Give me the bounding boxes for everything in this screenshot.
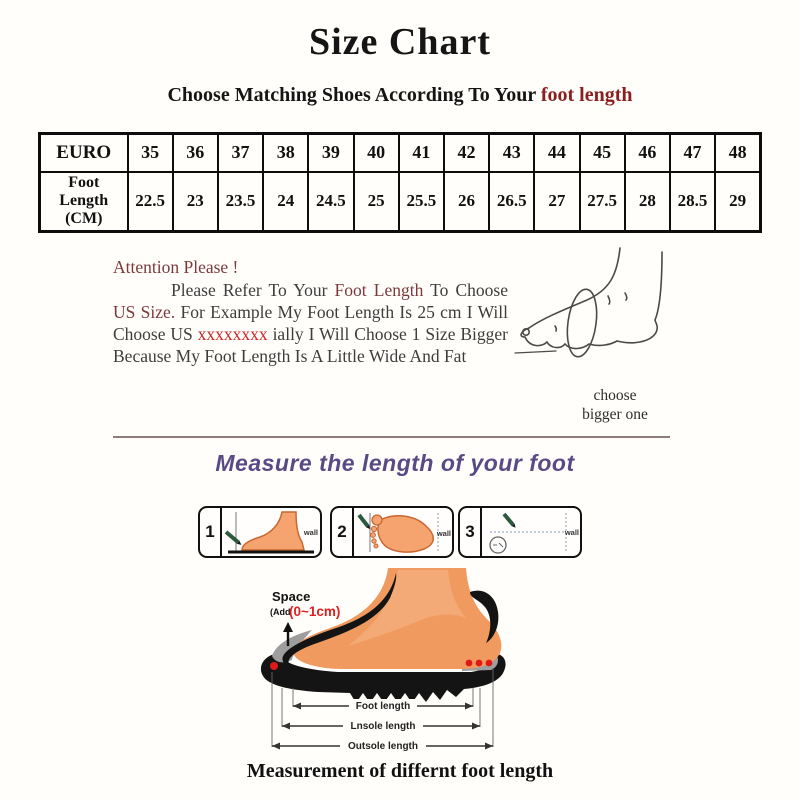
section-divider-line [113, 436, 670, 438]
length-cell: 26 [444, 172, 489, 232]
insole-length-label: Lnsole length [350, 721, 416, 732]
size-cell: 48 [715, 134, 760, 172]
step-1-illustration [222, 508, 320, 556]
measure-step-panel-3 [458, 506, 582, 558]
step-2-toe [371, 533, 376, 538]
bottom-caption: Measurement of differnt foot length [246, 760, 554, 782]
measure-heading: Measure the length of your foot [215, 450, 575, 476]
arrowhead [465, 703, 473, 710]
choose-bigger-line1: choose [593, 387, 637, 404]
pencil-icon [225, 530, 243, 546]
length-cell: 27.5 [580, 172, 625, 232]
length-cell: 22.5 [128, 172, 173, 232]
attention-text-segment: To Choose [423, 280, 508, 300]
foot-length-label: Foot length [355, 701, 411, 712]
table-row-euro [40, 134, 761, 172]
size-chart-table [38, 132, 762, 233]
size-cell: 46 [625, 134, 670, 172]
foot-sketch-wide-pointer-line [515, 351, 556, 353]
size-cell: 44 [534, 134, 579, 172]
foot-sketch-ankle-dash-2 [625, 293, 627, 300]
size-cell: 40 [354, 134, 399, 172]
size-table-wrapper [38, 132, 762, 233]
length-cell: 29 [715, 172, 760, 232]
foot-sketch-inner-toe-mark [555, 326, 556, 331]
step-2-big-toe [372, 515, 382, 525]
step-2-figure [354, 508, 452, 556]
wall-label: wall [564, 528, 579, 537]
step-2-toe [372, 539, 376, 543]
subtitle-text: Choose Matching Shoes According To Your [167, 84, 541, 106]
step-3-figure [482, 508, 580, 556]
foot-sketch-front-leg-line [529, 248, 620, 328]
size-cell: 39 [308, 134, 353, 172]
heel-marker-dot [486, 660, 493, 667]
step-number: 1 [200, 508, 222, 556]
step-1-foot-shape [242, 512, 304, 550]
step-2-illustration [354, 508, 452, 556]
step-number: 2 [332, 508, 354, 556]
attention-text-segment: For Example My Foot Length Is 25 cm I Will Choose US [113, 302, 508, 344]
table-row-foot-length [40, 172, 761, 232]
size-cell: 47 [670, 134, 715, 172]
size-cell: 38 [263, 134, 308, 172]
choose-bigger-note [540, 386, 690, 424]
foot-outline-sketch [513, 238, 673, 373]
foot-sketch-back-leg-line [655, 252, 662, 320]
attention-text-segment: Please Refer To Your [171, 280, 335, 300]
step-3-unit-circle [490, 537, 506, 553]
measure-step-panel-2 [330, 506, 454, 558]
size-cell: 43 [489, 134, 534, 172]
length-cell: 25 [354, 172, 399, 232]
step-2-footprint-shape [378, 516, 433, 552]
subtitle-highlight-foot-length: foot length [540, 84, 633, 106]
size-cell: 45 [580, 134, 625, 172]
length-cell: 24 [263, 172, 308, 232]
step-1-figure [222, 508, 320, 556]
arrowhead [282, 723, 290, 730]
step-3-illustration [482, 508, 580, 556]
choose-bigger-line2: bigger one [582, 406, 648, 423]
size-cell: 42 [444, 134, 489, 172]
heel-marker-dot [476, 660, 483, 667]
attention-crossed-text: xxxxxxxx [197, 324, 268, 344]
pencil-icon [502, 513, 517, 529]
space-range-label: (0~1cm) [289, 604, 341, 619]
length-cell: 24.5 [308, 172, 353, 232]
attention-heading: Attention Please ! [113, 257, 239, 277]
arrowhead [485, 743, 493, 750]
size-cell: 41 [399, 134, 444, 172]
attention-block [113, 256, 508, 367]
length-cell: 28.5 [670, 172, 715, 232]
heel-marker-dot [466, 660, 473, 667]
length-cell: 28 [625, 172, 670, 232]
length-cell: 27 [534, 172, 579, 232]
attention-foot-length-highlight: Foot Length [334, 280, 424, 300]
row-header-foot-length: Foot Length (CM) [40, 172, 128, 232]
size-cell: 36 [173, 134, 218, 172]
length-cell: 25.5 [399, 172, 444, 232]
toe-marker-dot [270, 662, 278, 670]
wall-label: wall [303, 528, 318, 537]
attention-us-size-highlight: US Size. [113, 302, 176, 322]
length-cell: 26.5 [489, 172, 534, 232]
length-cell: 23 [173, 172, 218, 232]
size-cell: 35 [128, 134, 173, 172]
measure-step-panel-1 [198, 506, 322, 558]
wall-label: wall [436, 529, 451, 538]
page-title: Size Chart [308, 21, 492, 63]
space-label: Space [272, 589, 311, 604]
size-cell: 37 [218, 134, 263, 172]
row-header-euro: EURO [40, 134, 128, 172]
arrowhead [293, 703, 301, 710]
space-arrow-head [283, 622, 293, 632]
foot-measurement-diagram [248, 568, 512, 758]
attention-paragraph [113, 279, 508, 367]
foot-sketch-ankle-dash-1 [608, 296, 610, 304]
step-number: 3 [460, 508, 482, 556]
outsole-length-label: Outsole length [348, 741, 418, 752]
attention-text-segment: ially I Will Choose 1 Size Bigger Because My Foot Length Is A Little Wide And Fat [113, 324, 508, 366]
arrowhead [472, 723, 480, 730]
arrowhead [272, 743, 280, 750]
length-cell: 23.5 [218, 172, 263, 232]
step-2-toe [371, 526, 376, 531]
space-add-label: (Add [270, 607, 291, 617]
subtitle [0, 84, 800, 107]
foot-sketch-toe-and-sole-line [521, 320, 657, 349]
step-2-toe [374, 544, 378, 548]
